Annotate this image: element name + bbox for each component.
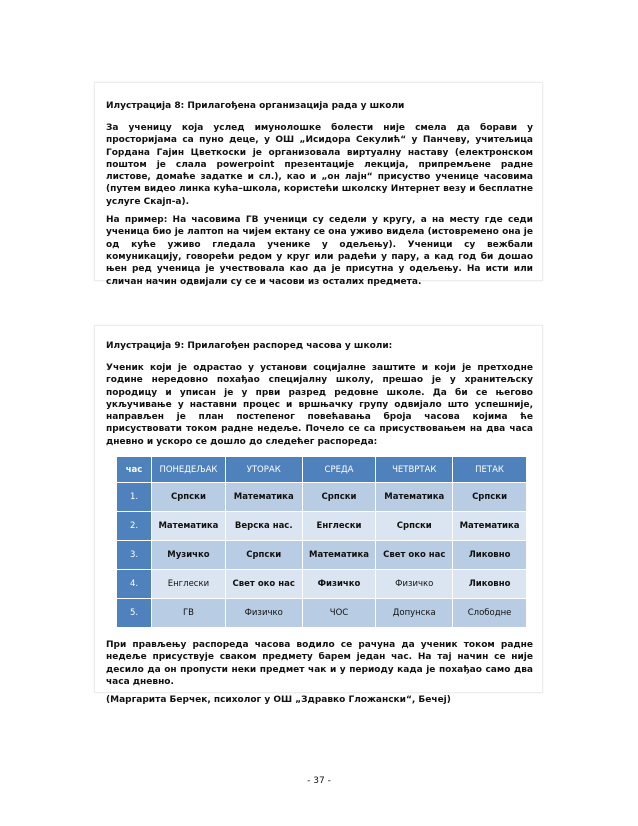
page-number: - 37 - [307,776,331,786]
schedule-cell: Допунска [376,598,453,627]
period-number: 5. [117,598,152,627]
table-row [117,569,527,598]
schedule-cell: Математика [226,482,303,511]
illustration-9-title: Илустрација 9: Прилагођен распоред часова у школи: [106,341,393,351]
schedule-cell: Математика [453,511,527,540]
table-row [117,482,527,511]
schedule-cell: Музичко [152,540,226,569]
schedule-header-monday: ПОНЕДЕЉАК [152,457,226,482]
illustration-9-box [94,325,543,706]
period-number: 1. [117,482,152,511]
schedule-cell: Математика [303,540,377,569]
schedule-header-friday: ПЕТАК [453,457,527,482]
schedule-cell: Српски [303,482,377,511]
period-number: 2. [117,511,152,540]
period-number: 3. [117,540,152,569]
schedule-header-period: час [117,457,152,482]
schedule-cell: Слободне [453,598,527,627]
schedule-cell: Српски [453,482,527,511]
schedule-cell: Физичко [226,598,303,627]
table-row [117,540,527,569]
schedule-cell: ГВ [152,598,226,627]
schedule-cell: Физичко [303,569,377,598]
schedule-header-wednesday: СРЕДА [303,457,377,482]
illustration-8-title: Илустрација 8: Прилагођена организација рада у школи [106,101,405,111]
schedule-cell: Српски [152,482,226,511]
schedule-cell: Математика [152,511,226,540]
schedule-cell: Енглески [303,511,377,540]
schedule-cell: Свет око нас [226,569,303,598]
schedule-cell: Ликовно [453,569,527,598]
schedule-cell: Верска нас. [226,511,303,540]
schedule-header-row [117,457,527,482]
table-row [117,511,527,540]
schedule-cell: Ликовно [453,540,527,569]
illustration-8-paragraph-2: На пример: На часовима ГВ ученици су седели у кругу, а на месту где седи ученица био је лаптоп на чијем ектану се она уживо видела (истовремено она је од куће уживо гледала ученике у одељењу). Ученици су вежбали комуникацију, говорећи редом у круг или радећи у пару, а кад год би дошао њен ред ученица је учествовала као да је присутна у одељењу. На исти или сличан начин одвијали су се и часови из осталих предмета. [106,215,533,287]
schedule-cell: Енглески [152,569,226,598]
table-row [117,598,527,627]
illustration-9-attribution: (Маргарита Берчек, психолог у ОШ „Здравко Гложански“, Бечеј) [106,695,451,706]
schedule-table [117,457,527,627]
schedule-header-thursday: ЧЕТВРТАК [376,457,453,482]
illustration-9-paragraph-1: Ученик који је одрастао у установи социјалне заштите и који је претходне године нередовно похађао специјалну школу, прешао је у хранитељску породицу и уписан је у први разред редовне школе. Да би се његово укључивање у наставни процес и вршњачку групу одвијало што успешније, направљен је план постепеног повећавања броја часова којима ће присуствовати током радне недеље. Почело се са присуствовањем на два часа дневно и ускоро се дошло до следећег распореда: [106,363,533,447]
schedule-header-tuesday: УТОРАК [226,457,303,482]
schedule-cell: Српски [376,511,453,540]
illustration-8-box [94,82,543,287]
illustration-9-paragraph-2: При прављењу распореда часова водило се рачуна да ученик током радне недеље присуствује сваком предмету барем један час. На тај начин се није десило да он пропусти неки предмет чак и у периоду када је похађао само два часа дневно. [106,640,533,687]
schedule-cell: Математика [376,482,453,511]
period-number: 4. [117,569,152,598]
schedule-cell: Српски [226,540,303,569]
schedule-cell: ЧОС [303,598,377,627]
schedule-body [117,482,527,627]
schedule-cell: Физичко [376,569,453,598]
schedule-cell: Свет око нас [376,540,453,569]
illustration-8-paragraph-1: За ученицу која услед имунолошке болести није смела да борави у просторијама са пуно деце, у ОШ „Исидора Секулић“ у Панчеву, учитељица Гордана Гајин Цветкоски је организовала виртуалну наставу (електронском поштом је слала powerpoint презентације лекција, припремљене радне листове, домаће задатке и сл.), као и „он лајн“ присуство ученице часовима (путем видео линка кућа–школа, користећи школску Интернет везу и бесплатне услуге Скајп-а). [106,123,533,207]
